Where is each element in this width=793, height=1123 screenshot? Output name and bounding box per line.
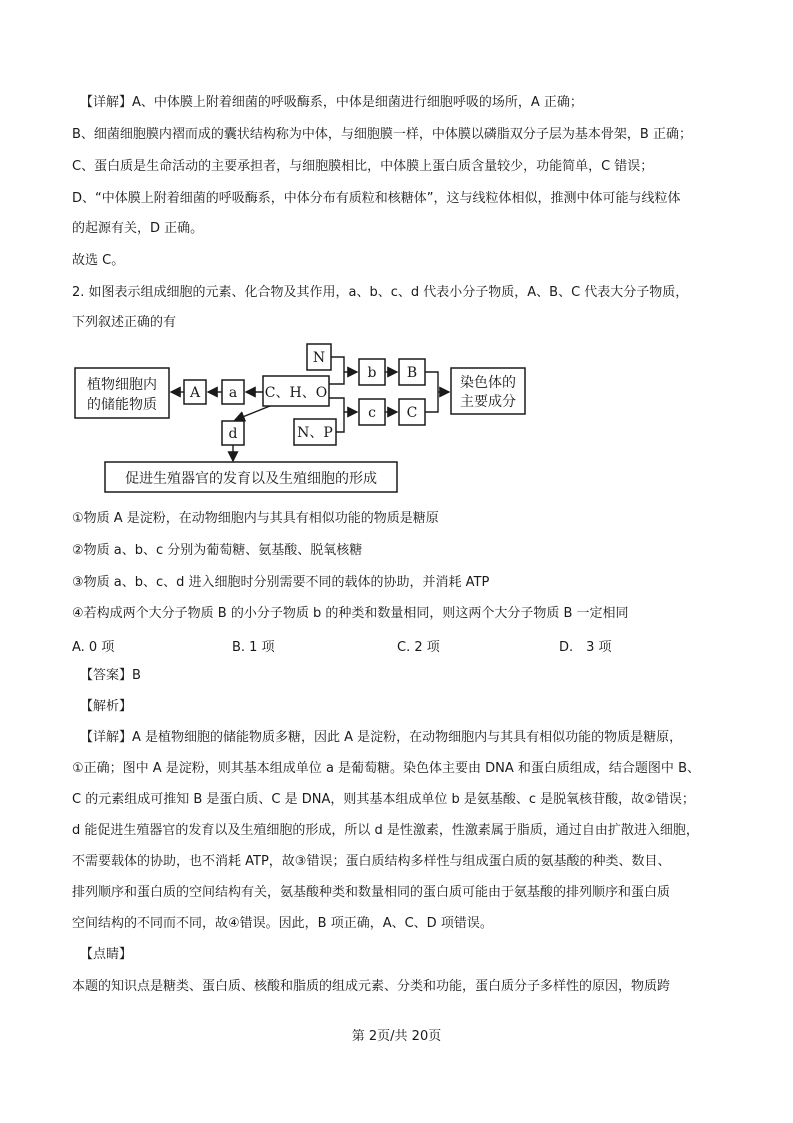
text-line-6: 故选 C。 — [72, 253, 125, 268]
answer-label: 【答案】B — [80, 668, 141, 683]
label-C: C — [406, 405, 418, 421]
chromosome-label-1: 染色体的 — [460, 375, 516, 391]
explanation-line-7: 空间结构的不同而不同，故④错误。因此，B 项正确，A、C、D 项错误。 — [72, 916, 493, 931]
text-line-4: D、“中体膜上附着细菌的呼吸酶系，中体分布有质粒和核糖体”，这与线粒体相似，推测中体可能与线粒体 — [72, 191, 681, 206]
compound-diagram — [70, 338, 540, 496]
question-stem-line-1: 2. 如图表示组成细胞的元素、化合物及其作用，a、b、c、d 代表小分子物质，A、B、C 代表大分子物质， — [72, 285, 689, 300]
explanation-line-5: 不需要载体的协助，也不消耗 ATP，故③错误；蛋白质结构多样性与组成蛋白质的氨基酸的种类、数目、 — [72, 854, 671, 869]
plant-storage-label-1: 植物细胞内 — [87, 377, 157, 393]
explanation-line-3: C 的元素组成可推知 B 是蛋白质、C 是 DNA，则其基本组成单位 b 是氨基酸、c 是脱氧核苷酸，故②错误； — [72, 792, 695, 807]
text-line-3: C、蛋白质是生命活动的主要承担者，与细胞膜相比，中体膜上蛋白质含量较少，功能简单，C 错误； — [72, 159, 654, 174]
plant-storage-label-2: 的储能物质 — [87, 397, 157, 413]
explanation-line-6: 排列顺序和蛋白质的空间结构有关，氨基酸种类和数量相同的蛋白质可能由于氨基酸的排列顺序和蛋白质 — [72, 885, 671, 900]
label-A: A — [189, 385, 201, 401]
text-line-2: B、细菌细胞膜内褶而成的囊状结构称为中体，与细胞膜一样，中体膜以磷脂双分子层为基本骨架，B 正确； — [72, 127, 692, 142]
text-line-1: 【详解】A、中体膜上附着细菌的呼吸酶系，中体是细菌进行细胞呼吸的场所，A 正确； — [80, 95, 583, 110]
option-d: D. 3 项 — [559, 640, 612, 655]
label-B: B — [406, 365, 418, 381]
comment-heading: 【点睛】 — [80, 947, 133, 962]
label-b: b — [367, 365, 377, 381]
statement-2: ②物质 a、b、c 分别为葡萄糖、氨基酸、脱氧核糖 — [72, 543, 363, 558]
label-a: a — [228, 385, 238, 401]
comment-line-1: 本题的知识点是糖类、蛋白质、核酸和脂质的组成元素、分类和功能，蛋白质分子多样性的原因，物质跨 — [72, 979, 671, 994]
label-c: c — [368, 405, 376, 421]
explanation-line-4: d 能促进生殖器官的发育以及生殖细胞的形成，所以 d 是性激素，性激素属于脂质，通过自由扩散进入细胞， — [72, 823, 699, 838]
statement-1: ①物质 A 是淀粉，在动物细胞内与其具有相似功能的物质是糖原 — [72, 511, 439, 526]
statement-3: ③物质 a、b、c、d 进入细胞时分别需要不同的载体的协助，并消耗 ATP — [72, 575, 490, 590]
explanation-line-2: ①正确；图中 A 是淀粉，则其基本组成单位 a 是葡萄糖。染色体主要由 DNA 和蛋白质组成，结合题图中 B、 — [72, 761, 700, 776]
analysis-heading: 【解析】 — [80, 699, 133, 714]
explanation-line-1: 【详解】A 是植物细胞的储能物质多糖，因此 A 是淀粉，在动物细胞内与其具有相似功能的物质是糖原， — [80, 730, 683, 745]
reproduction-label: 促进生殖器官的发育以及生殖细胞的形成 — [125, 471, 377, 487]
option-a: A. 0 项 — [72, 640, 115, 655]
text-line-5: 的起源有关，D 正确。 — [72, 221, 204, 236]
option-c: C. 2 项 — [397, 640, 440, 655]
option-b: B. 1 项 — [232, 640, 275, 655]
chromosome-label-2: 主要成分 — [460, 394, 516, 410]
page-footer: 第 2页/共 20页 — [351, 1029, 442, 1044]
question-stem-line-2: 下列叙述正确的有 — [72, 315, 177, 330]
label-NP: N、P — [297, 425, 333, 441]
label-N: N — [312, 350, 326, 366]
label-d: d — [228, 426, 238, 442]
label-CHO: C、H、O — [264, 385, 328, 401]
answer-options — [72, 636, 712, 654]
statement-4: ④若构成两个大分子物质 B 的小分子物质 b 的种类和数量相同，则这两个大分子物质 B 一定相同 — [72, 606, 629, 621]
